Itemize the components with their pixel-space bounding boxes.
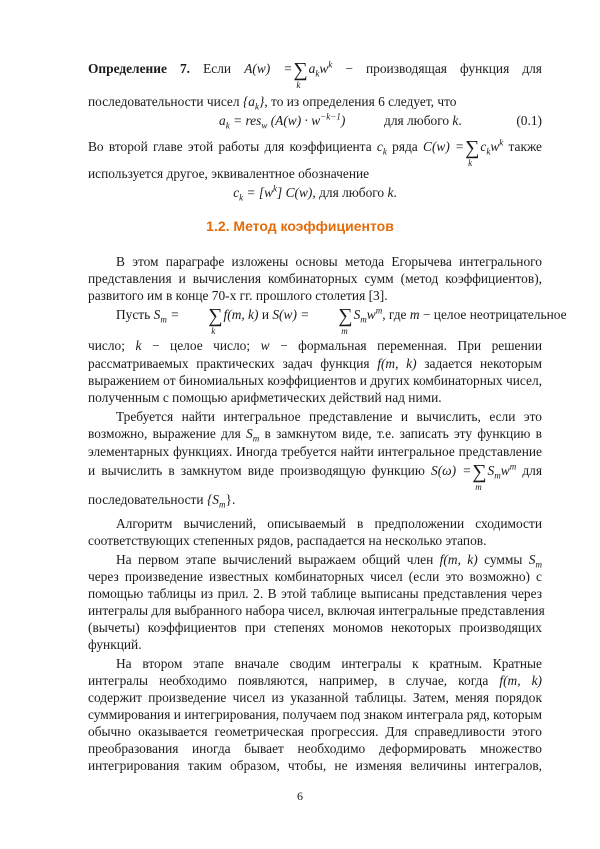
p6-line-3: содержит произведение чисел из указанной таблицы. Затем, меняя порядок [88,690,542,705]
p2-line-2: число; k − целое число; w − формальная переменная. При решении [88,338,542,353]
p3-line-3: элементарных функциях. Иногда требуется найти интегральное представление [88,444,542,459]
p5-line-4: интегралы для выбранного набора чисел, включая интегральные представления [88,603,545,618]
p5-line-3: помощью таблицы из прил. 2. В этой таблице выписаны представления через [88,586,542,601]
p2-line-3: рассматриваемых практических задач функция f(m, k) задается некоторым [88,356,542,371]
equation-number: (0.1) [516,113,542,128]
p4-line-1: Алгоритм вычислений, описываемый в предположении сходимости [116,516,542,531]
p6-line-6: преобразования иногда бывает необходимо деформировать множество [88,741,542,756]
p6-line-5: обычно оказывается геометрическая прогрессия. Для справедливости этого [88,724,542,739]
p3-line-5: последовательности $\{S_m\}$. [88,492,236,510]
p5-line-5: (вычеты) коэффициентов при степенях мономов некоторых производящих [88,620,542,635]
p4-line-2: соответствующих степенных рядов, распадается на несколько этапов. [88,533,487,548]
chapter-note-line-2: используется другое, эквивалентное обозначение [88,166,370,181]
p1-line-1: В этом параграфе изложены основы метода Егорычева интегрального [116,254,542,269]
p1-line-2: представления и вычисления комбинаторных сумм (метод коэффициентов), [88,271,542,286]
document-page: Определение 7. Если A(w) =∑ k $a_kw^k$ − производящая функция для последовательности чисел $\{a_k\}$, то из определения 6 следует, что $a_k = res_w$ $(A(w) \cdot w^{-k-1})$ для любого k. (0.1) Во второй главе этой работы для коэффициента $c_k$ ряда C(w) =∑ k $c_kw^k$ также используется другое, эквивалентное обозначение $c_k = [w^k]$ C(w), для любого k. 1.2. Метод коэффициентов В этом параграфе изложены основы метода Егорычева интегрального представления и вычисления комбинаторных сумм (метод коэффициентов), развитого им в конце 70-х гг. прошлого столетия [3]. Пусть $S_m$ = ∑ k f(m, k) и S(w) = ∑ m $S_mw^m$, где m − целое неотрицательное число; k − целое число; w − формальная переменная. При решении рассматриваемых практических задач функция f(m, k) задается некоторым выражением от биномиальных коэффициентов и других комбинаторных чисел, полученным с помощью арифметических действий над ними. Требуется найти интегральное представление и вычислить, если это возможно, выражение для $S_m$ в замкнутом виде, т.е. записать эту функцию в элементарных функциях. Иногда требуется найти интегральное представление и вычислить в замкнутом виде производящую функцию S(ω) =∑ m $S_mw^m$ для последовательности $\{S_m\}$. Алгоритм вычислений, описываемый в предположении сходимости соответствующих степенных рядов, распадается на несколько этапов. На первом этапе вычислений выражаем общий член f(m, k) суммы $S_m$ через произведение известных комбинаторных чисел (если это возможно) с помощью таблицы из прил. 2. В этой таблице выписаны представления через интегралы для выбранного набора чисел, включая интегральные представления (вычеты) коэффициентов при степенях мономов некоторых производящих функций. На втором этапе вначале сводим интегралы к кратным. Кратные интегралы необходимо появляются, например, в случае, когда f(m, k) содержит произведение чисел из указанной таблицы. Затем, меняя порядок суммирования и интегрирования, получаем под знаком интеграла ряд, которым обычно оказывается геометрическая прогрессия. Для справедливости этого преобразования иногда бывает необходимо деформировать множество интегрирования таким образом, чтобы, не изменяя величины интегралов, 6 [0,0,600,849]
p5-line-6: функций. [88,637,142,652]
definition-line-2: последовательности чисел $\{a_k\}$, то из определения 6 следует, что [88,94,457,112]
coefficient-formula: $c_k = [w^k]$ C(w), для любого k. [233,183,397,203]
p6-line-2: интегралы необходимо появляются, например, в случае, когда f(m, k) [88,673,542,688]
p2-line-5: полученным с помощью арифметических действий над ними. [88,390,442,405]
p3-line-1: Требуется найти интегральное представление и вычислить, если это [116,409,542,424]
sum-symbol: ∑ k [293,59,308,90]
definition-line-1: Определение 7. Если A(w) =∑ k $a_kw^k$ − производящая функция для [88,59,542,90]
section-heading: 1.2. Метод коэффициентов [206,218,394,234]
p6-line-7: интегрирования таким образом, чтобы, не изменяя величины интегралов, [88,758,542,773]
p2-line-4: выражением от биномиальных коэффициентов и других комбинаторных чисел, [88,373,542,388]
definition-heading: Определение 7. [88,61,191,76]
p3-line-4: и вычислить в замкнутом виде производящую функцию S(ω) =∑ m $S_mw^m$ для [88,461,542,492]
formula-A: A(w) =∑ k $a_kw^k$ [244,59,333,90]
p6-line-4: суммирования и интегрирования, получаем под знаком интеграла ряд, которым [88,707,542,722]
p5-line-1: На первом этапе вычислений выражаем общий член f(m, k) суммы $S_m$ [116,552,542,570]
p1-line-3: развитого им в конце 70-х гг. прошлого столетия [3]. [88,288,388,303]
p3-line-2: возможно, выражение для $S_m$ в замкнутом виде, т.е. записать эту функцию в [88,426,542,444]
p5-line-2: через произведение известных комбинаторных чисел (если это возможно) с [88,569,542,584]
chapter-note-line-1: Во второй главе этой работы для коэффициента $c_k$ ряда C(w) =∑ k $c_kw^k$ также [88,137,542,168]
p6-line-1: На втором этапе вначале сводим интегралы к кратным. Кратные [116,656,542,671]
page-number: 6 [297,789,303,803]
p2-line-1: Пусть $S_m$ = ∑ k f(m, k) и S(w) = ∑ m $S_mw^m$, где m − целое неотрицательное [116,305,567,336]
